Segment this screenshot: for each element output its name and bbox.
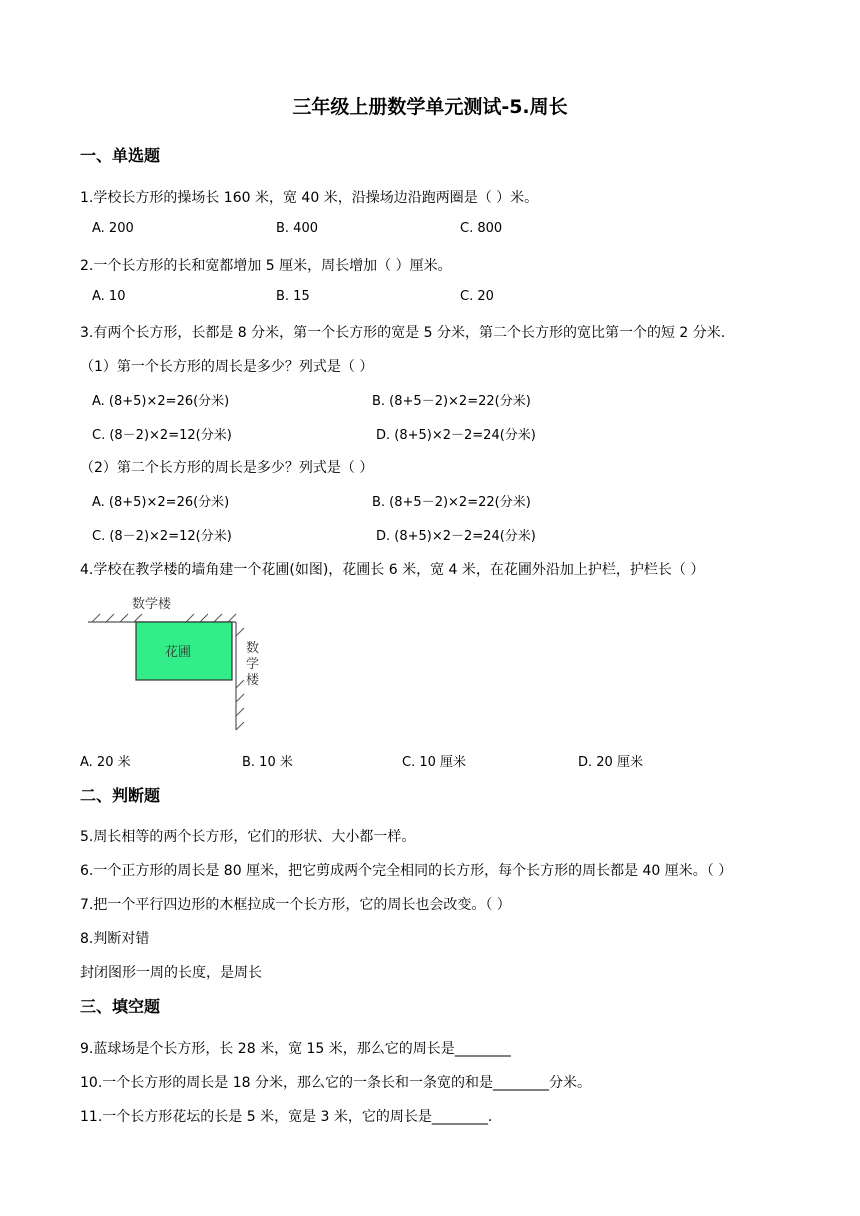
q2-option-b: B. 15 — [276, 289, 310, 304]
question-3: 3.有两个长方形，长都是 8 分米，第一个长方形的宽是 5 分米，第二个长方形的宽比第一个的短 2 分米. — [80, 325, 726, 341]
building-label-side-char-1: 数 — [246, 641, 260, 656]
q3-2-option-c: C. (8－2)×2=12(分米) — [92, 529, 232, 544]
question-6: 6.一个正方形的周长是 80 厘米，把它剪成两个完全相同的长方形，每个长方形的周长都是 40 厘米。（ ） — [80, 863, 733, 879]
q3-1-option-c: C. (8－2)×2=12(分米) — [92, 428, 232, 443]
question-1: 1.学校长方形的操场长 160 米，宽 40 米，沿操场边沿跑两圈是（ ）米。 — [80, 190, 539, 206]
q3-2-option-d: D. (8+5)×2－2=24(分米) — [376, 529, 536, 544]
q3-1-option-d: D. (8+5)×2－2=24(分米) — [376, 428, 536, 443]
question-3-sub-2: （2）第二个长方形的周长是多少？列式是（ ） — [80, 460, 374, 476]
garden-diagram — [86, 592, 266, 732]
page-title: 三年级上册数学单元测试-5.周长 — [292, 96, 568, 118]
q3-2-option-b: B. (8+5－2)×2=22(分米) — [372, 495, 531, 510]
question-5: 5.周长相等的两个长方形，它们的形状、大小都一样。 — [80, 829, 416, 845]
question-8-statement: 封闭图形一周的长度，是周长 — [80, 965, 262, 981]
q1-option-b: B. 400 — [276, 221, 318, 236]
q1-option-c: C. 800 — [460, 221, 503, 236]
q3-2-option-a: A. (8+5)×2=26(分米) — [92, 495, 230, 510]
q2-option-a: A. 10 — [92, 289, 126, 304]
question-11: 11.一个长方形花坛的长是 5 米，宽是 3 米，它的周长是________. — [80, 1109, 493, 1125]
q3-1-option-b: B. (8+5－2)×2=22(分米) — [372, 394, 531, 409]
building-label-side-char-3: 楼 — [246, 673, 260, 688]
question-3-sub-1: （1）第一个长方形的周长是多少？列式是（ ） — [80, 359, 374, 375]
building-label-top: 数学楼 — [132, 597, 172, 612]
question-8: 8.判断对错 — [80, 931, 150, 947]
q4-option-b: B. 10 米 — [242, 755, 293, 770]
section-heading-fill-blank: 三、填空题 — [80, 997, 161, 1016]
question-10: 10.一个长方形的周长是 18 分米，那么它的一条长和一条宽的和是________分米。 — [80, 1075, 591, 1091]
garden-figure — [86, 592, 266, 736]
question-2: 2.一个长方形的长和宽都增加 5 厘米，周长增加（ ）厘米。 — [80, 258, 452, 274]
building-label-side-char-2: 学 — [246, 657, 260, 672]
question-9: 9.蓝球场是个长方形，长 28 米，宽 15 米，那么它的周长是________ — [80, 1041, 511, 1057]
q4-option-c: C. 10 厘米 — [402, 755, 467, 770]
q3-1-option-a: A. (8+5)×2=26(分米) — [92, 394, 230, 409]
section-heading-single-choice: 一、单选题 — [80, 146, 161, 165]
q4-option-a: A. 20 米 — [80, 755, 131, 770]
q4-option-d: D. 20 厘米 — [578, 755, 643, 770]
q2-option-c: C. 20 — [460, 289, 494, 304]
question-7: 7.把一个平行四边形的木框拉成一个长方形，它的周长也会改变。（ ） — [80, 897, 511, 913]
q1-option-a: A. 200 — [92, 221, 134, 236]
question-4: 4.学校在教学楼的墙角建一个花圃(如图)，花圃长 6 米，宽 4 米，在花圃外沿加上护栏，护栏长（ ） — [80, 562, 705, 578]
garden-label: 花圃 — [164, 645, 192, 660]
section-heading-true-false: 二、判断题 — [80, 786, 161, 805]
